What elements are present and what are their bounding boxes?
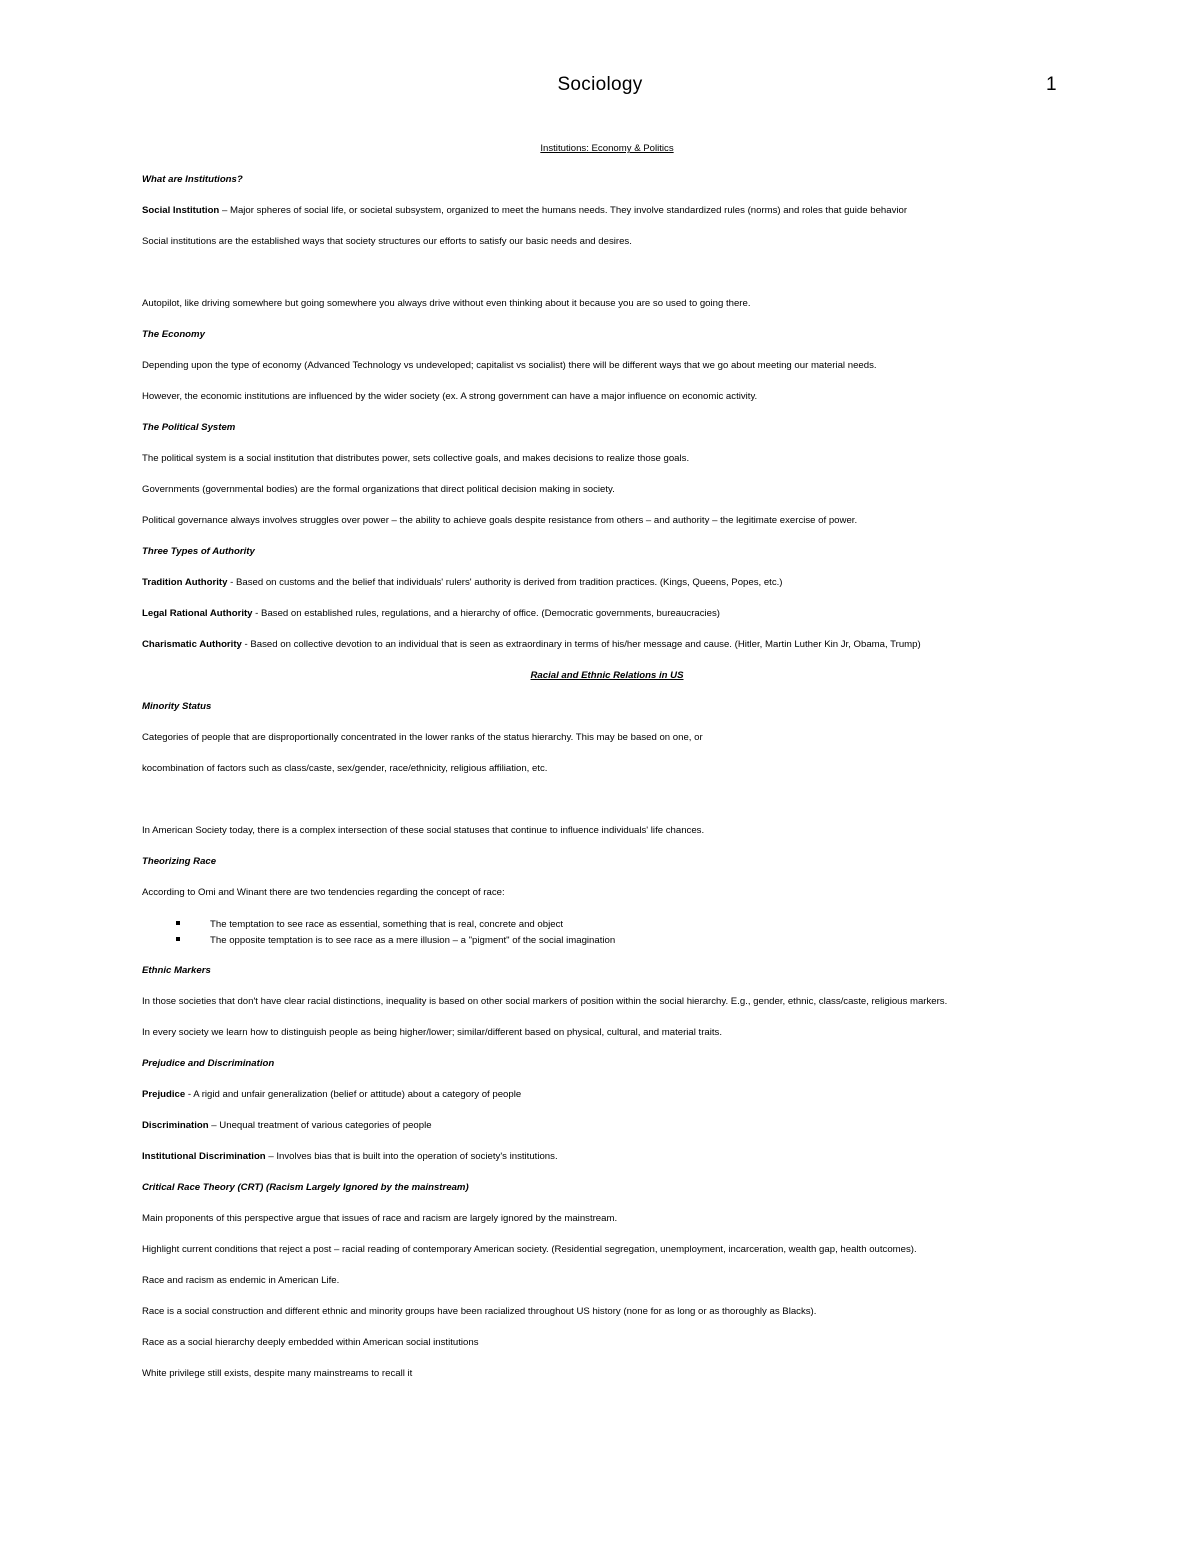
section-title-racial-ethnic: Racial and Ethnic Relations in US <box>530 670 684 681</box>
paragraph-economy-2: However, the economic institutions are influenced by the wider society (ex. A strong government can have a major influence on economic activity. <box>142 391 758 402</box>
bullet-icon <box>176 921 180 925</box>
paragraph-autopilot: Autopilot, like driving somewhere but going somewhere you always drive without even thinking about it because you are so used to going there. <box>142 298 751 309</box>
definition-tradition-authority: - Based on customs and the belief that individuals' rulers' authority is derived from tradition practices. (Kings, Queens, Popes, etc.) <box>227 577 783 588</box>
heading-ethnic-markers: Ethnic Markers <box>142 965 211 976</box>
paragraph-crt-1: Main proponents of this perspective argue that issues of race and racism are largely ignored by the mainstream. <box>142 1213 618 1224</box>
term-charismatic-authority: Charismatic Authority <box>142 639 242 650</box>
paragraph-political-3: Political governance always involves struggles over power – the ability to achieve goals despite resistance from others – and authority – the legitimate exercise of power. <box>142 515 858 526</box>
list-item-text: The opposite temptation is to see race as a mere illusion – a "pigment" of the social imagination <box>210 935 616 946</box>
paragraph-crt-3: Race and racism as endemic in American Life. <box>142 1275 340 1286</box>
paragraph-omi-winant: According to Omi and Winant there are two tendencies regarding the concept of race: <box>142 887 505 898</box>
paragraph-crt-5: Race as a social hierarchy deeply embedded within American social institutions <box>142 1337 479 1348</box>
paragraph-american-society: In American Society today, there is a complex intersection of these social statuses that continue to influence individuals' life chances. <box>142 825 705 836</box>
section-title-institutions: Institutions: Economy & Politics <box>540 143 674 154</box>
paragraph-political-1: The political system is a social institution that distributes power, sets collective goals, and makes decisions to realize those goals. <box>142 453 690 464</box>
definition-charismatic-authority: - Based on collective devotion to an individual that is seen as extraordinary in terms of his/her message and cause. (Hitler, Martin Luther Kin Jr, Obama, Trump) <box>241 639 921 650</box>
paragraph-prejudice <box>142 1089 521 1101</box>
paragraph-ethnic-2: In every society we learn how to distinguish people as being higher/lower; similar/different based on physical, cultural, and material traits. <box>142 1027 723 1038</box>
paragraph-established: Social institutions are the established ways that society structures our efforts to satisfy our basic needs and desires. <box>142 236 632 247</box>
definition-prejudice: - A rigid and unfair generalization (belief or attitude) about a category of people <box>185 1089 522 1100</box>
paragraph-ethnic-1: In those societies that don't have clear racial distinctions, inequality is based on other social markers of position within the social hierarchy. E.g., gender, ethnic, class/caste, religious markers. <box>142 996 948 1007</box>
definition-discrimination: – Unequal treatment of various categories of people <box>208 1120 432 1131</box>
list-item <box>176 919 563 931</box>
paragraph-discrimination <box>142 1120 432 1132</box>
bullet-icon <box>176 937 180 941</box>
heading-critical-race-theory: Critical Race Theory (CRT) (Racism Largely Ignored by the mainstream) <box>142 1182 469 1193</box>
term-prejudice: Prejudice <box>142 1089 186 1100</box>
paragraph-institutional-discrimination <box>142 1151 558 1163</box>
paragraph-tradition-authority <box>142 577 783 589</box>
list-item-text: The temptation to see race as essential, something that is real, concrete and object <box>210 919 564 930</box>
term-tradition-authority: Tradition Authority <box>142 577 228 588</box>
paragraph-crt-4: Race is a social construction and different ethnic and minority groups have been racialized throughout US history (none for as long or as thoroughly as Blacks). <box>142 1306 817 1317</box>
term-social-institution: Social Institution <box>142 205 220 216</box>
heading-minority-status: Minority Status <box>142 701 212 712</box>
page-number: 1 <box>1046 74 1057 95</box>
paragraph-political-2: Governments (governmental bodies) are the formal organizations that direct political decision making in society. <box>142 484 615 495</box>
paragraph-legal-authority <box>142 608 720 620</box>
paragraph-crt-6: White privilege still exists, despite many mainstreams to recall it <box>142 1368 413 1379</box>
paragraph-crt-2: Highlight current conditions that reject a post – racial reading of contemporary American society. (Residential segregation, unemployment, incarceration, wealth gap, health outcomes). <box>142 1244 917 1255</box>
definition-legal-authority: - Based on established rules, regulations, and a hierarchy of office. (Democratic governments, bureaucracies) <box>252 608 721 619</box>
paragraph-minority-1: Categories of people that are disproportionally concentrated in the lower ranks of the status hierarchy. This may be based on one, or <box>142 732 703 743</box>
definition-institutional-discrimination: – Involves bias that is built into the operation of society's institutions. <box>265 1151 558 1162</box>
definition-social-institution: – Major spheres of social life, or societal subsystem, organized to meet the humans needs. They involve standardized rules (norms) and roles that guide behavior <box>219 205 908 216</box>
paragraph-charismatic-authority <box>142 639 921 651</box>
term-institutional-discrimination: Institutional Discrimination <box>142 1151 266 1162</box>
heading-theorizing-race: Theorizing Race <box>142 856 217 867</box>
heading-economy: The Economy <box>142 329 205 340</box>
term-discrimination: Discrimination <box>142 1120 209 1131</box>
term-legal-authority: Legal Rational Authority <box>142 608 253 619</box>
heading-what-are-institutions: What are Institutions? <box>142 174 243 185</box>
heading-prejudice-discrimination: Prejudice and Discrimination <box>142 1058 275 1069</box>
paragraph-minority-2: kocombination of factors such as class/caste, sex/gender, race/ethnicity, religious affiliation, etc. <box>142 763 548 774</box>
paragraph-economy-1: Depending upon the type of economy (Advanced Technology vs undeveloped; capitalist vs socialist) there will be different ways that we go about meeting our material needs. <box>142 360 877 371</box>
heading-types-of-authority: Three Types of Authority <box>142 546 255 557</box>
list-item <box>176 935 615 947</box>
header-title: Sociology <box>557 74 643 95</box>
paragraph-social-institution <box>142 205 907 217</box>
heading-political-system: The Political System <box>142 422 236 433</box>
